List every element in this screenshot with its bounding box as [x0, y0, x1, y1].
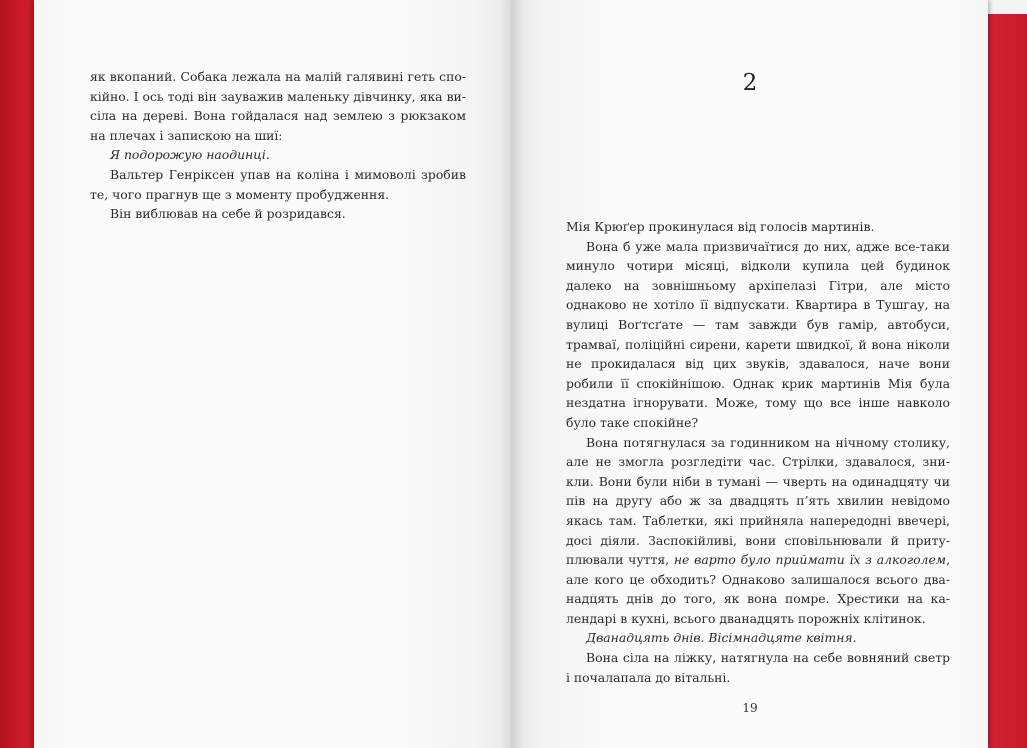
paragraph-text: Вона б уже мала призвичаїтися до них, адже все-таки минуло чотири місяці, відколи купила цей будинок далеко на зовнішньому архіпелазі Гітри, але місто однаково не хотіло її відпускати. Квартира в Тушгау, на вулиці Воґтсґате — там завжди був гамір, автобуси, трамваї, поліційні сирени, карети швидкої, й вона ніколи не прокидалася від цих звуків, здавалося, наче вони робили її спокійнішою. Однак крик мартинів Мія була нездатна ігнорувати. Може, тому що все інше навколо було таке спокійне? — [566, 238, 950, 430]
paragraph — [566, 628, 950, 648]
paragraph-text: як вкопаний. Собака лежала на малій галявині геть спокійно. І ось тоді він зауважив маленьку дівчинку, яка висіла на дереві. Вона гойдалася над землею з рюкзаком на плечах і запискою на шиї: — [90, 69, 466, 143]
paragraph-text: Вона сіла на ліжку, натягнула на себе вовняний светр і почалапала до вітальні. — [566, 650, 950, 685]
paragraph-text: Мія Крюґер прокинулася від голосів мартинів. — [566, 219, 875, 234]
paragraph-text: , але кого це обходить? Однаково залишалося всього дванадцять днів до того, як вона помре. Хрестики на календарі в кухні, всього дванадцять порожніх клітинок. — [566, 552, 951, 626]
paragraph-text: Він виблював на себе й розридався. — [110, 206, 346, 222]
right-page — [512, 0, 988, 748]
left-page — [34, 0, 512, 748]
chapter-number: 2 — [742, 70, 758, 96]
book-gutter — [500, 0, 524, 748]
paragraph — [90, 67, 466, 145]
paragraph-text: Вона потягнулася за годинником на нічному столику, але не змогла розгледіти час. Стрілки, здавалося, зникли. Вони були ніби в тумані — чверть на одинадцяту чи пів на другу або ж за двадцять п’ять хвилин невідомо якась там. Таблетки, які прийняла напередодні ввечері, досі діяли. Заспокійливі, вони сповільнювали й притуплювали чуття, — [566, 434, 950, 568]
paragraph — [566, 433, 950, 629]
paragraph — [566, 648, 950, 687]
italic-text: не варто було приймати їх з алкоголем — [673, 552, 947, 568]
italic-text: Я подорожую наодинці. — [110, 147, 270, 163]
right-page-text — [566, 217, 950, 687]
italic-text: Дванадцять днів. Вісімнадцяте квітня. — [586, 630, 857, 646]
paragraph — [90, 165, 466, 204]
paragraph — [566, 237, 950, 433]
paragraph — [566, 217, 950, 237]
left-page-text — [90, 67, 466, 224]
page-number: 19 — [742, 701, 758, 715]
paragraph — [90, 204, 466, 224]
paragraph-text: Вальтер Генріксен упав на коліна і мимоволі зробив те, чого прагнув ще з моменту пробудження. — [90, 166, 466, 202]
paragraph — [90, 145, 466, 165]
